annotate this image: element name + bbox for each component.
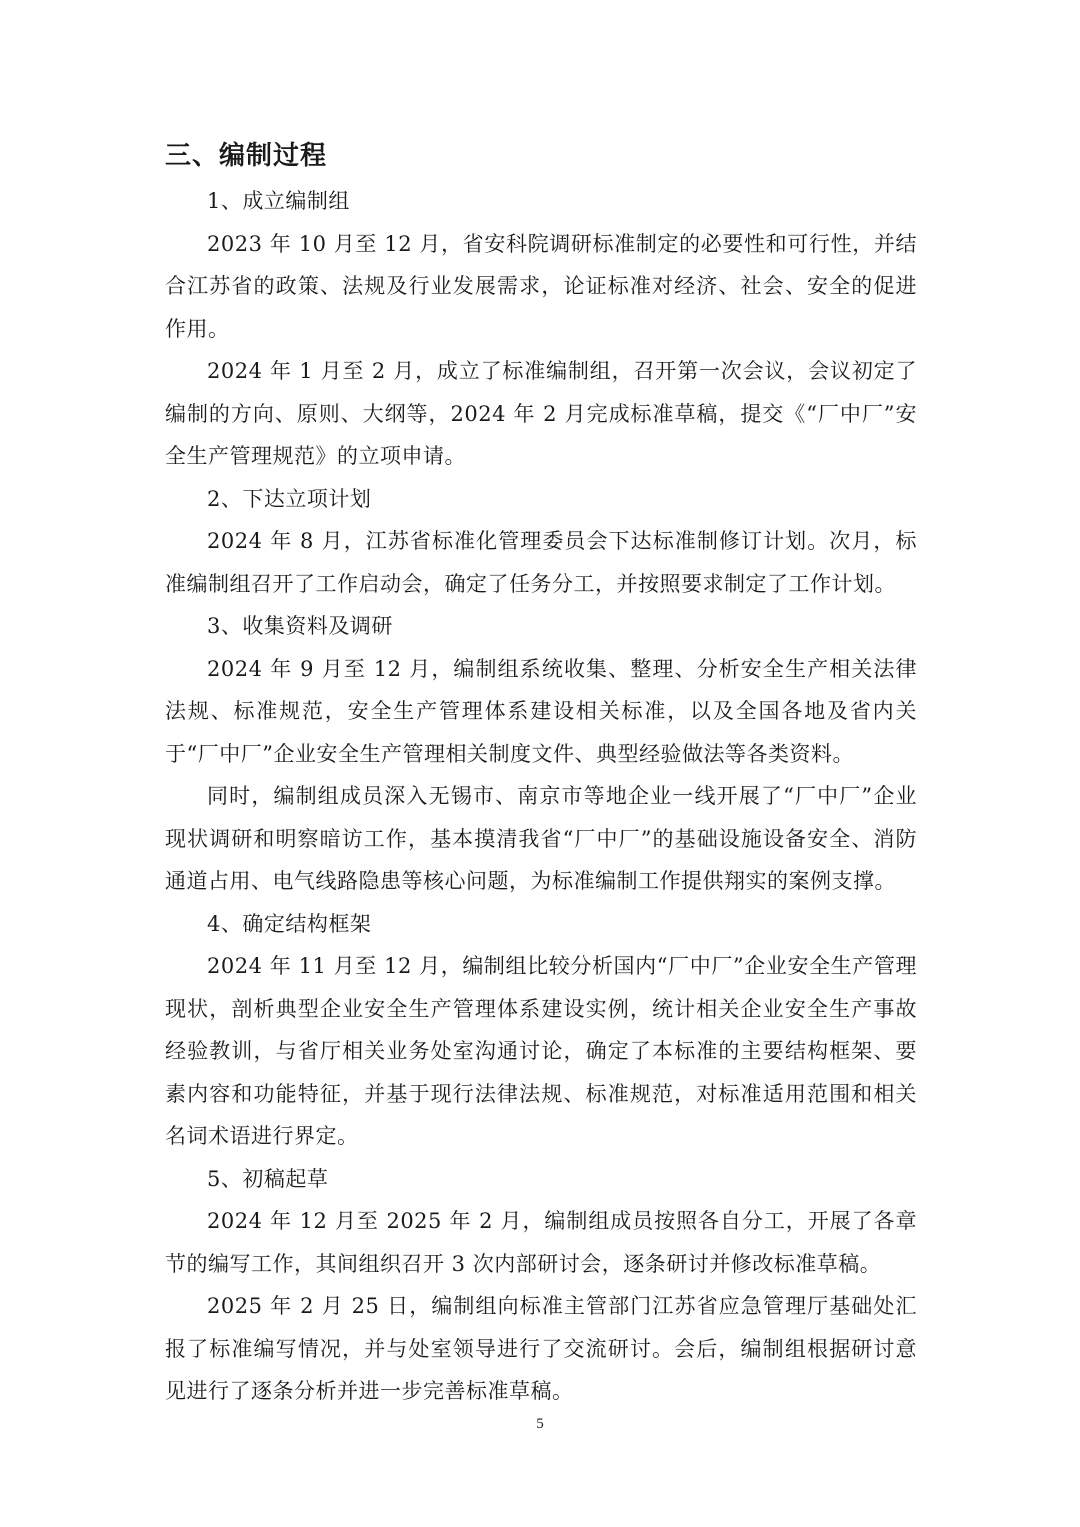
paragraph: 2024 年 12 月至 2025 年 2 月，编制组成员按照各自分工，开展了各章节的编写工作，其间组织召开 3 次内部研讨会，逐条研讨并修改标准草稿。 bbox=[165, 1209, 917, 1276]
page-number: 5 bbox=[536, 1416, 544, 1432]
paragraph: 2024 年 1 月至 2 月，成立了标准编制组，召开第一次会议，会议初定了编制的方向、原则、大纲等，2024 年 2 月完成标准草稿，提交《“厂中厂”安全生产管理规范》的立项申请。 bbox=[165, 359, 917, 468]
paragraph: 2024 年 8 月，江苏省标准化管理委员会下达标准制修订计划。次月，标准编制组召开了工作启动会，确定了任务分工，并按照要求制定了工作计划。 bbox=[165, 529, 917, 596]
subsection-heading: 4、确定结构框架 bbox=[207, 911, 372, 936]
paragraph: 同时，编制组成员深入无锡市、南京市等地企业一线开展了“厂中厂”企业现状调研和明察暗访工作，基本摸清我省“厂中厂”的基础设施设备安全、消防通道占用、电气线路隐患等核心问题，为标准编制工作提供翔实的案例支撑。 bbox=[165, 784, 917, 893]
paragraph: 2023 年 10 月至 12 月，省安科院调研标准制定的必要性和可行性，并结合江苏省的政策、法规及行业发展需求，论证标准对经济、社会、安全的促进作用。 bbox=[165, 231, 917, 341]
subsection-heading: 2、下达立项计划 bbox=[207, 486, 372, 511]
paragraph: 2024 年 9 月至 12 月，编制组系统收集、整理、分析安全生产相关法律法规、标准规范，安全生产管理体系建设相关标准，以及全国各地及省内关于“厂中厂”企业安全生产管理相关制度文件、典型经验做法等各类资料。 bbox=[165, 656, 917, 766]
page-content bbox=[165, 136, 917, 1413]
paragraph: 2025 年 2 月 25 日，编制组向标准主管部门江苏省应急管理厅基础处汇报了标准编写情况，并与处室领导进行了交流研讨。会后，编制组根据研讨意见进行了逐条分析并进一步完善标准草稿。 bbox=[165, 1294, 917, 1403]
subsection-heading: 3、收集资料及调研 bbox=[207, 614, 393, 638]
section-heading: 三、编制过程 bbox=[165, 141, 328, 171]
subsection-heading: 1、成立编制组 bbox=[207, 189, 350, 213]
subsection-heading: 5、初稿起草 bbox=[207, 1166, 329, 1191]
paragraph: 2024 年 11 月至 12 月，编制组比较分析国内“厂中厂”企业安全生产管理现状，剖析典型企业安全生产管理体系建设实例，统计相关企业安全生产事故经验教训，与省厅相关业务处室沟通讨论，确定了本标准的主要结构框架、要素内容和功能特征，并基于现行法律法规、标准规范，对标准适用范围和相关名词术语进行界定。 bbox=[165, 954, 917, 1148]
